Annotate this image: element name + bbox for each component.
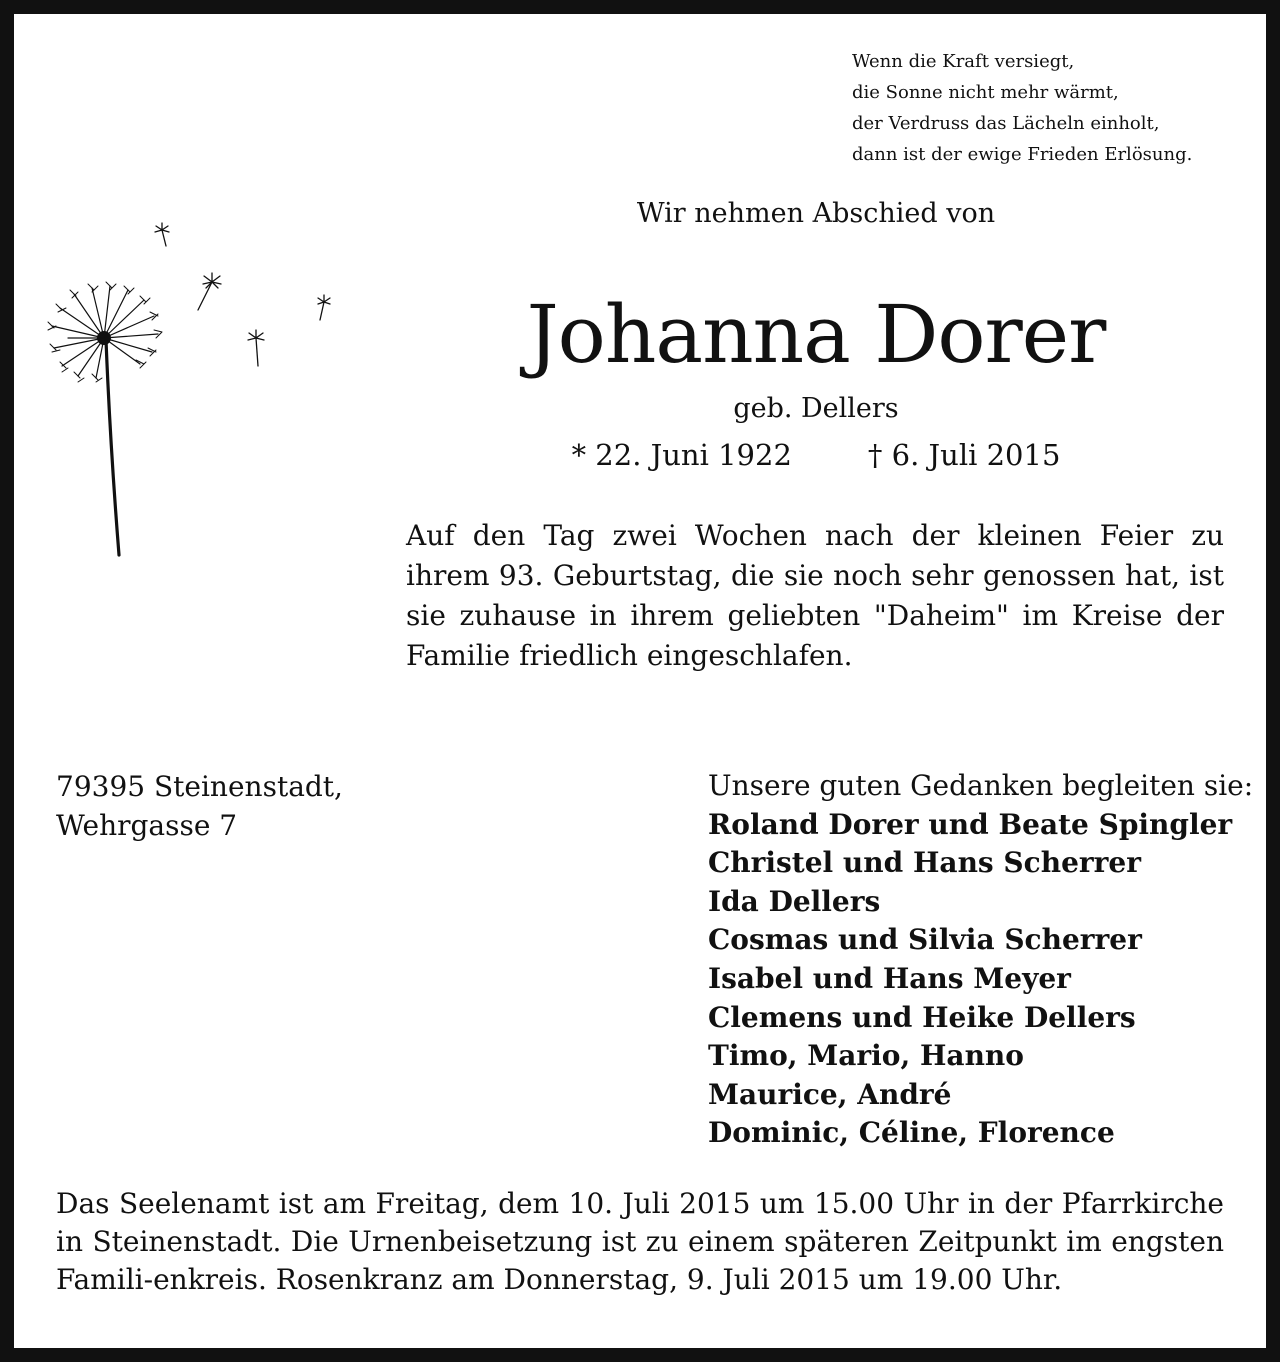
mourner-name: Timo, Mario, Hanno [708, 1039, 1024, 1073]
deceased-name: Johanna Dorer [526, 288, 1106, 381]
poem [852, 46, 1192, 170]
address-line: 79395 Steinenstadt, [56, 770, 343, 803]
mourner-name: Isabel und Hans Meyer [708, 961, 1071, 995]
birth-date: * 22. Juni 1922 [571, 438, 792, 472]
death-date: † 6. Juli 2015 [867, 438, 1061, 472]
mourner-name: Roland Dorer und Beate Spingler [708, 807, 1233, 841]
poem-line: die Sonne nicht mehr wärmt, [852, 82, 1119, 103]
intro-text: Wir nehmen Abschied von [636, 198, 996, 229]
life-dates [0, 438, 1280, 472]
mourner-name: Cosmas und Silvia Scherrer [708, 923, 1142, 957]
mourner-name: Dominic, Céline, Florence [708, 1116, 1115, 1150]
mourner-name: Ida Dellers [708, 884, 881, 918]
mourners-list [708, 767, 1253, 1153]
mourner-name: Maurice, André [708, 1077, 952, 1111]
service-info: Das Seelenamt ist am Freitag, dem 10. Juli 2015 um 15.00 Uhr in der Pfarrkirche in Steinenstadt. Die Urnenbeisetzung ist zu einem späteren Zeitpunkt im engsten Famili-enkreis. Rosenkranz am Donnerstag, 9. Juli 2015 um 19.00 Uhr. [56, 1187, 1224, 1296]
birth-name: geb. Dellers [733, 393, 899, 424]
address-line: Wehrgasse 7 [56, 809, 238, 842]
poem-line: Wenn die Kraft versiegt, [852, 51, 1075, 72]
mourners-lead: Unsere guten Gedanken begleiten sie: [708, 769, 1254, 802]
family-address [56, 767, 343, 845]
poem-line: dann ist der ewige Frieden Erlösung. [852, 144, 1193, 165]
mourner-name: Christel und Hans Scherrer [708, 846, 1141, 880]
announcement-text: Auf den Tag zwei Wochen nach der kleinen Feier zu ihrem 93. Geburtstag, die sie noch sehr genossen hat, ist sie zuhause in ihrem geliebten "Daheim" im Kreise der Familie friedlich eingeschlafen. [406, 519, 1224, 672]
dandelion-icon [40, 212, 350, 562]
poem-line: der Verdruss das Lächeln einholt, [852, 113, 1160, 134]
mourner-name: Clemens und Heike Dellers [708, 1000, 1136, 1034]
